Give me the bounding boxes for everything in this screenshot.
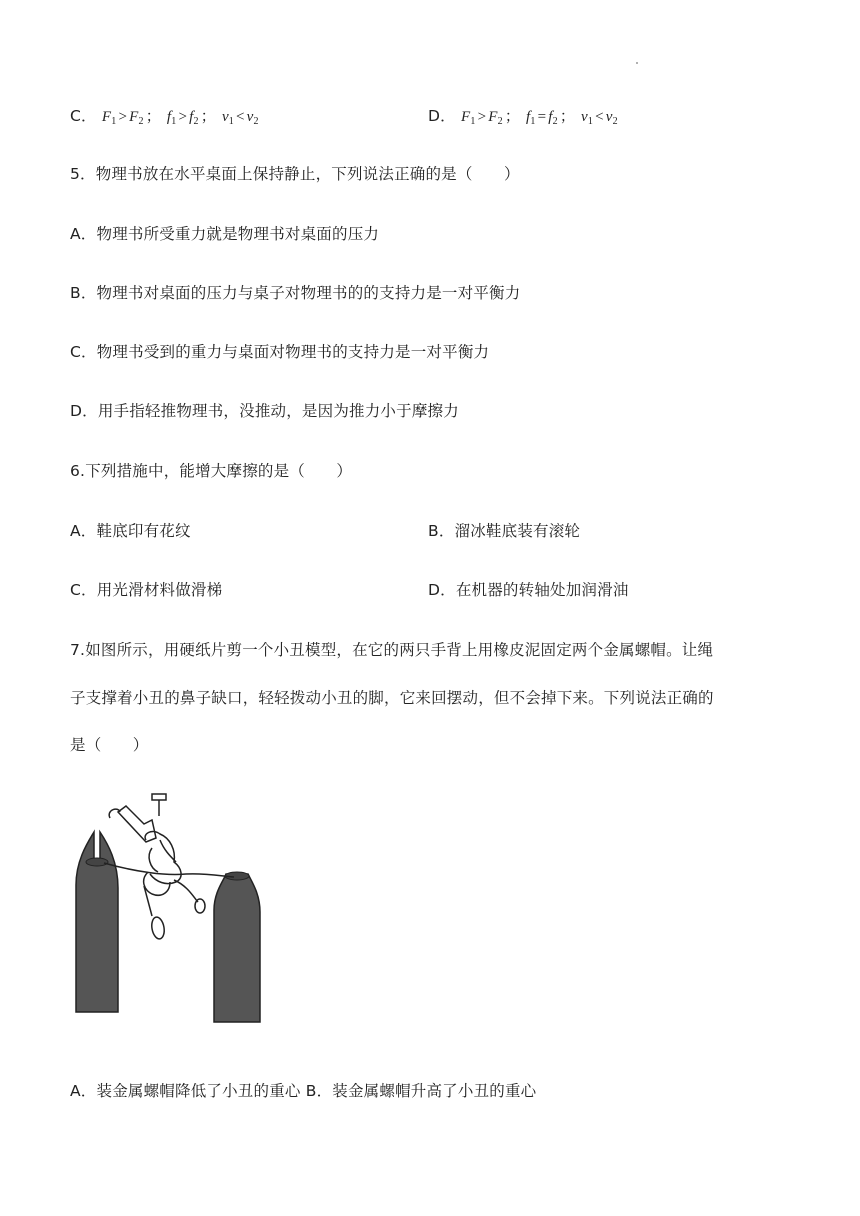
math-variable: $f_1$ xyxy=(526,109,536,127)
q5-option-d: D．用手指轻推物理书，没推动，是因为推力小于摩擦力 xyxy=(70,402,459,420)
q6-option-a: A．鞋底印有花纹 xyxy=(70,522,191,540)
math-variable: $f_1$ xyxy=(166,109,177,127)
q7-stem-line2: 子支撑着小丑的鼻子缺口，轻轻拨动小丑的脚，它来回摆动，但不会掉下来。下列说法正确的 xyxy=(70,689,714,707)
option-c-formula xyxy=(102,109,259,125)
math-operator: < xyxy=(236,109,245,125)
math-variable: $f_2$ xyxy=(548,109,558,127)
math-variable: $v_1$ xyxy=(221,109,234,127)
math-operator: = xyxy=(537,109,547,125)
right-post xyxy=(214,874,260,1022)
q5-option-c: C．物理书受到的重力与桌面对物理书的支持力是一对平衡力 xyxy=(70,343,490,361)
math-operator: < xyxy=(595,109,604,125)
rope xyxy=(104,863,234,877)
math-separator: ； xyxy=(145,107,161,125)
q7-options-ab: A．装金属螺帽降低了小丑的重心 B．装金属螺帽升高了小丑的重心 xyxy=(70,1082,537,1100)
math-variable: $F_2$ xyxy=(129,109,144,127)
math-variable: $v_1$ xyxy=(581,109,594,127)
option-d-formula xyxy=(461,109,618,125)
math-variable: $v_2$ xyxy=(246,109,259,127)
math-variable: $v_2$ xyxy=(605,109,618,127)
math-operator: > xyxy=(477,109,487,125)
page-mark xyxy=(636,62,638,64)
q5-option-b: B．物理书对桌面的压力与桌子对物理书的的支持力是一对平衡力 xyxy=(70,284,521,302)
math-separator: ； xyxy=(504,107,521,125)
q7-stem-line3: 是（ ） xyxy=(70,736,149,754)
math-operator: > xyxy=(118,109,128,125)
math-operator: > xyxy=(178,109,188,125)
math-variable: $F_1$ xyxy=(101,109,117,127)
math-variable: $f_2$ xyxy=(189,109,199,127)
q6-option-b: B．溜冰鞋底装有滚轮 xyxy=(428,522,581,540)
q6-option-c: C．用光滑材料做滑梯 xyxy=(70,581,223,599)
clown-balance-figure xyxy=(66,790,276,1030)
option-d-prev: D． $F_1 > F_2$ ； $f_1 = f_2$ ； $v_1 < v_2$ xyxy=(428,107,618,127)
q5-option-a: A．物理书所受重力就是物理书对桌面的压力 xyxy=(70,225,380,243)
q5-stem: 5．物理书放在水平桌面上保持静止，下列说法正确的是（ ） xyxy=(70,165,520,183)
math-separator: ； xyxy=(200,107,216,125)
math-variable: $F_2$ xyxy=(488,109,503,127)
q6-option-d: D．在机器的转轴处加润滑油 xyxy=(428,581,629,599)
math-variable: $F_1$ xyxy=(460,109,476,127)
option-c-prev: C． $F_1 > F_2$ ； $f_1 > f_2$ ； $v_1 < v_2$ xyxy=(70,107,259,127)
q6-stem: 6.下列措施中，能增大摩擦的是（ ） xyxy=(70,462,353,480)
clown xyxy=(109,794,205,940)
math-separator: ； xyxy=(559,107,576,125)
q7-stem-line1: 7.如图所示，用硬纸片剪一个小丑模型，在它的两只手背上用橡皮泥固定两个金属螺帽。让绳 xyxy=(70,641,714,659)
